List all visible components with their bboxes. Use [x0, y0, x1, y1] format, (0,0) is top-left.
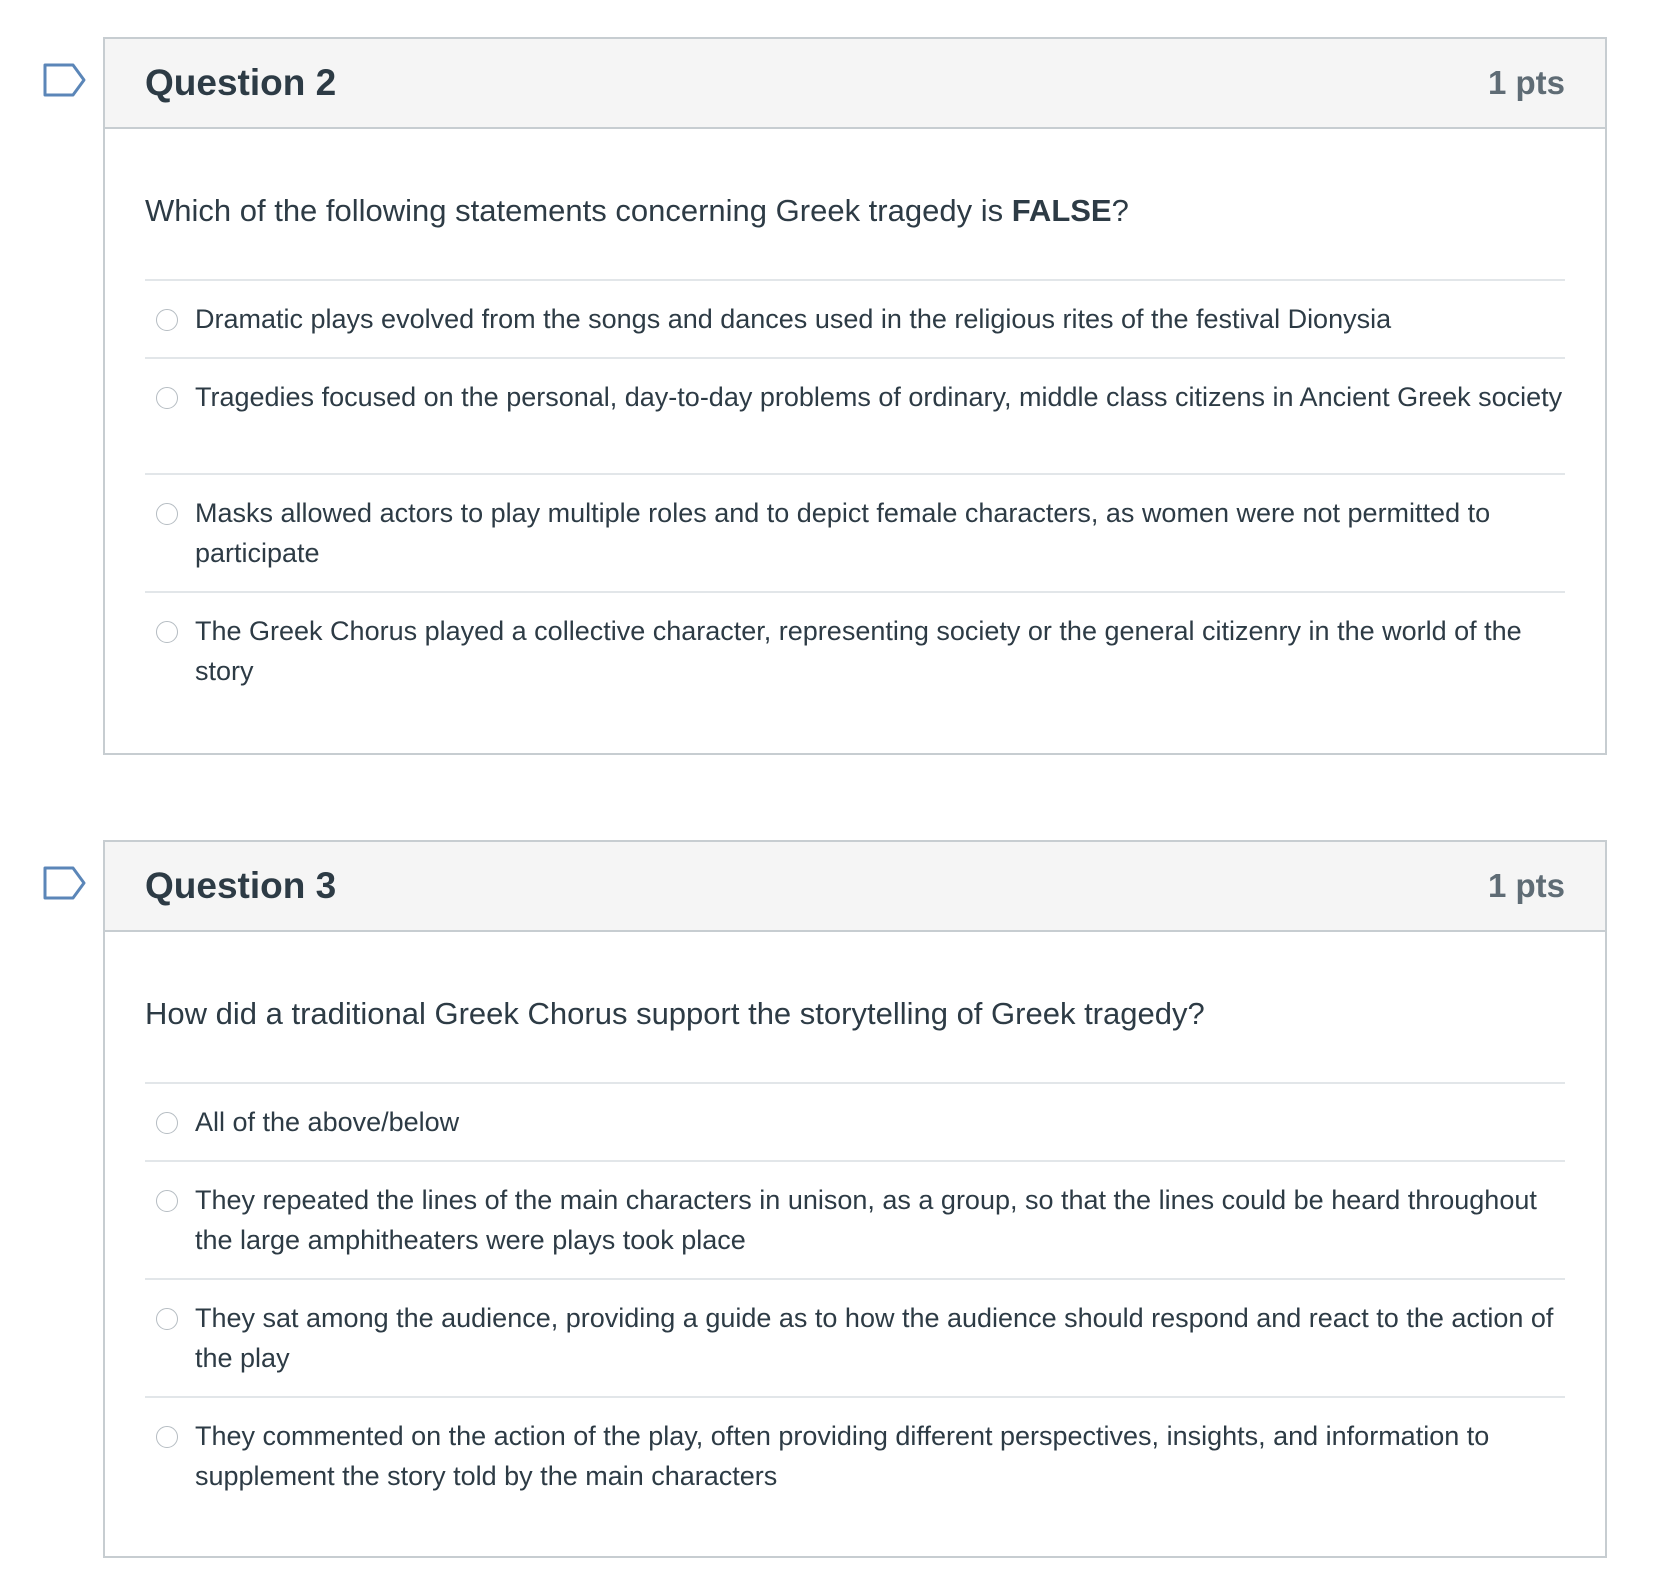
answer-label: They commented on the action of the play, often providing different perspectives, insights, and information to supplement the story told by the main characters — [195, 1421, 1490, 1491]
answer-label: They sat among the audience, providing a guide as to how the audience should respond and react to the action of the play — [195, 1303, 1554, 1373]
question-body — [105, 932, 1605, 1514]
question-text-part: Which of the following statements concerning Greek tragedy is — [145, 193, 1012, 228]
answer-option[interactable] — [145, 475, 1565, 593]
question-body — [105, 129, 1605, 709]
flag-question-icon[interactable] — [43, 866, 87, 900]
radio-button[interactable] — [156, 1308, 178, 1330]
radio-button[interactable] — [156, 621, 178, 643]
answer-label: They repeated the lines of the main characters in unison, as a group, so that the lines could be heard throughout the large amphitheaters were plays took place — [195, 1185, 1537, 1255]
question-points: 1 pts — [1487, 867, 1565, 904]
answer-option[interactable] — [145, 281, 1565, 359]
question-text-part: ? — [1111, 193, 1129, 228]
question-title: Question 2 — [145, 62, 337, 103]
radio-button[interactable] — [156, 1426, 178, 1448]
question-text: How did a traditional Greek Chorus support the storytelling of Greek tragedy? — [145, 932, 1565, 1084]
answer-label: Tragedies focused on the personal, day-to-day problems of ordinary, middle class citizens in Ancient Greek society — [195, 382, 1563, 412]
answer-option[interactable] — [145, 593, 1565, 709]
answer-option[interactable] — [145, 1084, 1565, 1162]
question-title: Question 3 — [145, 865, 337, 906]
radio-button[interactable] — [156, 1112, 178, 1134]
radio-button[interactable] — [156, 1190, 178, 1212]
answer-option[interactable] — [145, 1280, 1565, 1398]
radio-button[interactable] — [156, 387, 178, 409]
question-header — [105, 842, 1605, 932]
question-text — [145, 129, 1565, 281]
answer-option[interactable] — [145, 359, 1565, 475]
question-points: 1 pts — [1487, 64, 1565, 101]
answer-option[interactable] — [145, 1162, 1565, 1280]
question-header — [105, 39, 1605, 129]
answer-label: Dramatic plays evolved from the songs and dances used in the religious rites of the festival Dionysia — [195, 304, 1392, 334]
answer-label: Masks allowed actors to play multiple roles and to depict female characters, as women were not permitted to participate — [195, 498, 1491, 568]
answer-label: The Greek Chorus played a collective character, representing society or the general citizenry in the world of the story — [195, 616, 1522, 686]
flag-question-icon[interactable] — [43, 63, 87, 97]
radio-button[interactable] — [156, 503, 178, 525]
answer-option[interactable] — [145, 1398, 1565, 1514]
radio-button[interactable] — [156, 309, 178, 331]
question-card-3 — [103, 840, 1607, 1558]
question-card-2 — [103, 37, 1607, 755]
question-text-emphasis: FALSE — [1011, 193, 1112, 228]
answer-label: All of the above/below — [195, 1107, 460, 1137]
